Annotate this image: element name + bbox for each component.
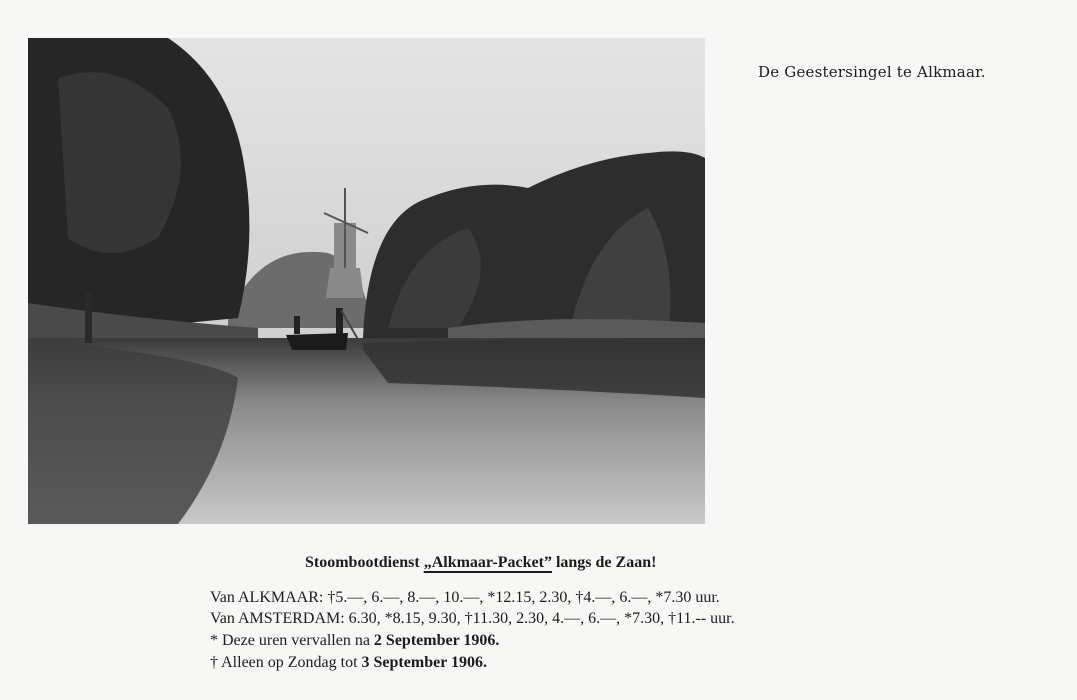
photo-caption: De Geestersingel te Alkmaar. [758, 63, 986, 81]
photo-illustration [28, 38, 705, 524]
canal-photograph [28, 38, 705, 524]
note-dagger [210, 654, 487, 672]
note-star-date: 2 September 1906. [373, 632, 500, 649]
service-name: „Alkmaar-Packet” [423, 554, 552, 571]
person-on-bank [85, 293, 92, 343]
note-dagger-text: † Alleen op Zondag tot [210, 654, 362, 671]
service-heading [305, 554, 656, 572]
schedule-amsterdam: Van AMSTERDAM: 6.30, *8.15, 9.30, †11.30, 2.30, 4.—, 6.—, *7.30, †11.-- uur. [210, 610, 735, 627]
note-star [210, 632, 499, 650]
schedule-alkmaar: Van ALKMAAR: †5.—, 6.—, 8.—, 10.—, *12.15, 2.30, †4.—, 6.—, *7.30 uur. [210, 589, 720, 606]
service-prefix: Stoombootdienst [305, 554, 424, 571]
service-suffix: langs de Zaan! [551, 554, 657, 571]
note-dagger-date: 3 September 1906. [361, 654, 487, 671]
note-star-text: * Deze uren vervallen na [210, 632, 374, 649]
